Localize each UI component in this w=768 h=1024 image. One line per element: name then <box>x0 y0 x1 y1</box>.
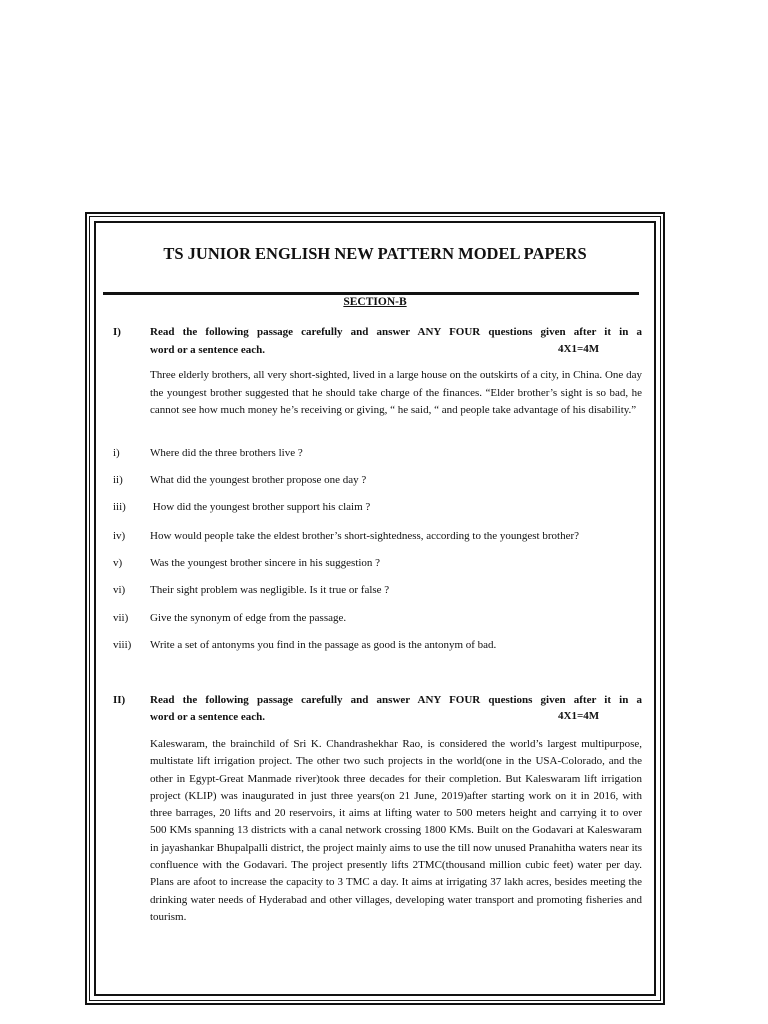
part1-number: I) <box>113 326 121 338</box>
question-number: iii) <box>113 501 126 513</box>
question-text: Their sight problem was negligible. Is it true or false ? <box>150 584 390 596</box>
question-number: viii) <box>113 639 132 651</box>
question-text: How would people take the eldest brother’s short-sightedness, according to the youngest brother? <box>150 530 579 542</box>
question-number: v) <box>113 557 123 569</box>
part1-marks: 4X1=4M <box>558 343 600 355</box>
page-title: TS JUNIOR ENGLISH NEW PATTERN MODEL PAPERS <box>163 244 587 263</box>
question-number: iv) <box>113 530 126 542</box>
question-number: ii) <box>113 474 123 486</box>
title-divider <box>103 292 639 295</box>
question-number: vii) <box>113 612 129 624</box>
question-text: How did the youngest brother support his claim ? <box>150 501 371 513</box>
question-text: Give the synonym of edge from the passage. <box>150 612 347 624</box>
part2-instruction-line2: word or a sentence each. <box>150 711 265 723</box>
section-heading: SECTION-B <box>343 296 407 308</box>
part2-marks: 4X1=4M <box>558 710 600 722</box>
part2-instruction-line1: Read the following passage carefully and answer ANY FOUR questions given after it in a <box>150 694 642 706</box>
part1-instruction-line1: Read the following passage carefully and answer ANY FOUR questions given after it in a <box>150 326 642 338</box>
question-text: Was the youngest brother sincere in his suggestion ? <box>150 557 381 569</box>
part1-instruction-line2: word or a sentence each. <box>150 344 265 356</box>
part2-passage: Kaleswaram, the brainchild of Sri K. Chandrashekhar Rao, is considered the world’s largest multipurpose, multistate lift irrigation project. The other two such projects in the world(one in the USA-Colorado, and the other in Egypt-Great Manmade river)took three decades for their completion. But Kaleswaram lift irrigation project (KLIP) was inaugurated in just three years(on 21 June, 2019)after starting work on it in 2016, with three barrages, 20 lifts and 20 reservoirs, it aims at lifting water to 500 meters height and carrying it to over 500 KMs spanning 13 districts with a canal network crossing 1800 KMs. Built on the Godavari at Kaleswaram in jayashankar Bhupalpalli district, the project mainly aims to use the till now unused Pranahitha waters near its confluence with the Godavari. The project presently lifts 2TMC(thousand million cubic feet) water per day. Plans are afoot to increase the capacity to 3 TMC a day. It aims at irrigating 37 lakh acres, besides meeting the drinking water needs of Hyderabad and other villages, developing water transport and promoting fisheries and tourism. <box>150 738 642 923</box>
question-text: Where did the three brothers live ? <box>150 447 303 459</box>
part2-number: II) <box>113 694 126 706</box>
question-text: Write a set of antonyms you find in the passage as good is the antonym of bad. <box>150 639 497 651</box>
part1-passage: Three elderly brothers, all very short-sighted, lived in a large house on the outskirts of a city, in China. One day the youngest brother suggested that he should take charge of the finances. “Elder brother’s sight is so bad, he cannot see how much money he’s receiving or giving, “ he said, “ and people take advantage of his disability.” <box>150 369 642 416</box>
question-text: What did the youngest brother propose one day ? <box>150 474 367 486</box>
question-number: i) <box>113 447 120 459</box>
question-number: vi) <box>113 584 126 596</box>
